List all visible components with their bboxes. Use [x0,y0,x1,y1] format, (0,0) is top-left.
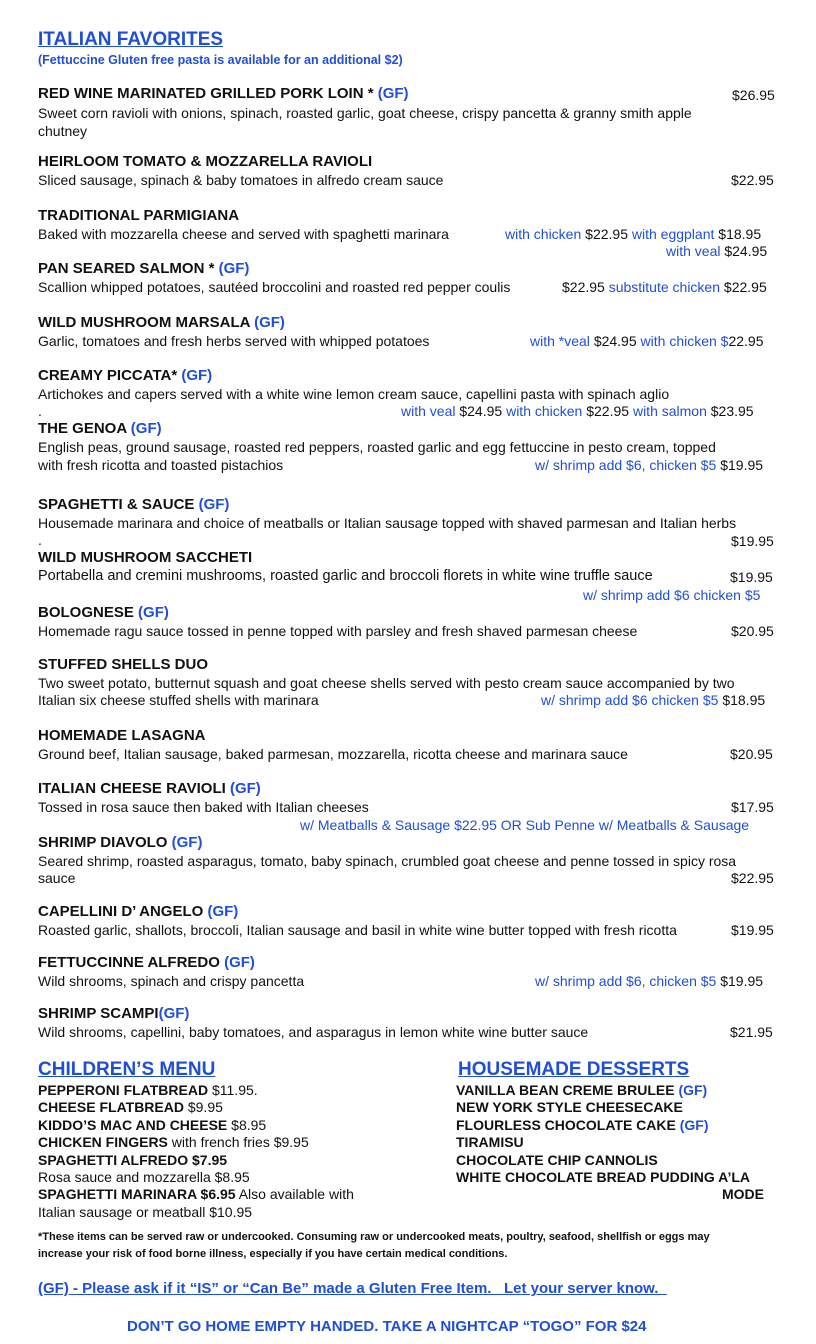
item-desc-parmigiana: Baked with mozzarella cheese and served with spaghetti marinara [38,226,449,242]
list-item: PEPPERONI FLATBREAD $11.95. [38,1082,258,1098]
item-desc-piccata: Artichokes and capers served with a white wine lemon cream sauce, capellini pasta with spinach aglio [38,386,670,402]
list-item: TIRAMISU [456,1134,524,1151]
item-options-stuffed-shells: w/ shrimp add $6 chicken $5 $18.95 [541,692,766,708]
list-item: NEW YORK STYLE CHEESECAKE [456,1099,683,1116]
item-options-cheese-ravioli: w/ Meatballs & Sausage $22.95 OR Sub Penne w/ Meatballs & Sausage [300,817,750,833]
item-name-bolognese: BOLOGNESE (GF) [38,604,169,621]
item-price-saccheti: $19.95 [730,569,773,585]
list-item: Rosa sauce and mozzarella $8.95 [38,1169,250,1186]
item-desc-cheese-ravioli: Tossed in rosa sauce then baked with Italian cheeses [38,799,369,815]
item-price-heirloom-ravioli: $22.95 [731,172,774,188]
item-dot-piccata: . [38,403,42,419]
item-name-salmon: PAN SEARED SALMON * (GF) [38,260,250,277]
item-desc-shrimp-scampi: Wild shrooms, capellini, baby tomatoes, and asparagus in lemon white wine butter sauce [38,1024,589,1040]
item-name-genoa: THE GENOA (GF) [38,420,162,437]
item-name-shrimp-scampi: SHRIMP SCAMPI(GF) [38,1005,190,1022]
item-price-lasagna: $20.95 [730,746,773,762]
item-desc-genoa-line2: with fresh ricotta and toasted pistachios [38,457,284,473]
item-desc-bolognese: Homemade ragu sauce tossed in penne topped with parsley and fresh shaved parmesan cheese [38,623,638,639]
list-item: SPAGHETTI MARINARA $6.95 Also available with [38,1186,354,1203]
item-name-spaghetti-sauce: SPAGHETTI & SAUCE (GF) [38,496,230,513]
item-desc-pork-loin: Sweet corn ravioli with onions, spinach, roasted garlic, goat cheese, crispy pancetta & granny smith apple chutney [38,105,692,139]
item-name-stuffed-shells: STUFFED SHELLS DUO [38,656,209,673]
list-item: FLOURLESS CHOCOLATE CAKE (GF) [456,1116,709,1133]
list-item: CHEESE FLATBREAD $9.95 [38,1099,223,1116]
item-desc-salmon: Scallion whipped potatoes, sautéed broccolini and roasted red pepper coulis [38,279,511,295]
item-options-genoa: w/ shrimp add $6, chicken $5 $19.95 [535,457,764,473]
item-name-fettuccinne-alfredo: FETTUCCINNE ALFREDO (GF) [38,954,255,971]
item-desc-spaghetti-sauce: Housemade marinara and choice of meatballs or Italian sausage topped with shaved parmesan and Italian herbs [38,515,737,531]
item-desc-stuffed-shells-line2: Italian six cheese stuffed shells with marinara [38,692,319,708]
item-desc-genoa-line1: English peas, ground sausage, roasted red peppers, roasted garlic and egg fettuccine in pesto cream, topped [38,439,716,455]
gluten-free-pasta-note: (Fettuccine Gluten free pasta is available for an additional $2) [38,53,403,67]
list-item: CHICKEN FINGERS with french fries $9.95 [38,1134,309,1151]
list-item: WHITE CHOCOLATE BREAD PUDDING A’LA [456,1169,750,1186]
item-options-parmigiana: with chicken $22.95 with eggplant $18.95 [505,226,762,242]
item-price-bolognese: $20.95 [731,623,774,639]
item-name-marsala: WILD MUSHROOM MARSALA (GF) [38,314,285,331]
item-options-fettuccinne-alfredo: w/ shrimp add $6, chicken $5 $19.95 [535,973,764,989]
item-name-parmigiana: TRADITIONAL PARMIGIANA [38,207,240,224]
childrens-menu-list [38,1082,354,1221]
item-price-capellini: $19.95 [731,922,774,938]
item-options-piccata: with veal $24.95 with chicken $22.95 with salmon $23.95 [401,403,754,419]
item-name-diavolo: SHRIMP DIAVOLO (GF) [38,834,203,851]
gluten-free-notice: (GF) - Please ask if it “IS” or “Can Be” made a Gluten Free Item. Let your server know. [38,1280,667,1297]
item-desc-diavolo-line2: sauce [38,870,76,886]
item-options-marsala: with *veal $24.95 with chicken $22.95 [530,333,764,349]
item-desc-diavolo-line1: Seared shrimp, roasted asparagus, tomato, baby spinach, crumbled goat cheese and penne tossed in spicy rosa [38,853,737,869]
list-item: KIDDO’S MAC AND CHEESE $8.95 [38,1116,267,1133]
item-options-saccheti: w/ shrimp add $6 chicken $5 [583,587,761,603]
item-price-shrimp-scampi: $21.95 [730,1024,773,1040]
item-name-piccata: CREAMY PICCATA* (GF) [38,367,213,384]
item-desc-stuffed-shells-line1: Two sweet potato, butternut squash and goat cheese shells served with pesto cream sauce accompanied by two [38,675,735,691]
item-dot-spaghetti-sauce: . [38,532,42,548]
item-desc-capellini: Roasted garlic, shallots, broccoli, Italian sausage and basil in white wine butter topped with fresh ricotta [38,922,677,938]
item-name-cheese-ravioli: ITALIAN CHEESE RAVIOLI (GF) [38,780,261,797]
item-price-spaghetti-sauce: $19.95 [731,533,774,549]
item-options-salmon: $22.95 substitute chicken $22.95 [562,279,767,295]
list-item: Italian sausage or meatball $10.95 [38,1203,253,1220]
item-price-pork-loin: $26.95 [732,87,775,103]
item-name-saccheti: WILD MUSHROOM SACCHETI [38,549,253,566]
item-name-lasagna: HOMEMADE LASAGNA [38,727,206,744]
list-item: SPAGHETTI ALFREDO $7.95 [38,1151,228,1168]
childrens-menu-title: CHILDREN’S MENU [38,1059,216,1080]
desserts-list [456,1082,764,1204]
item-desc-fettuccinne-alfredo: Wild shrooms, spinach and crispy pancetta [38,973,305,989]
item-name-pork-loin: RED WINE MARINATED GRILLED PORK LOIN * (GF) [38,85,409,102]
raw-food-warning-line2: increase your risk of food borne illness, especially if you have certain medical conditions. [38,1248,508,1260]
item-option-veal-parmigiana: with veal $24.95 [666,243,768,259]
item-name-heirloom-ravioli: HEIRLOOM TOMATO & MOZZARELLA RAVIOLI [38,153,373,170]
list-item: CHOCOLATE CHIP CANNOLIS [456,1151,658,1168]
item-desc-marsala: Garlic, tomatoes and fresh herbs served with whipped potatoes [38,333,430,349]
item-desc-saccheti: Portabella and cremini mushrooms, roasted garlic and broccoli florets in white wine truffle sauce [38,568,653,584]
item-name-capellini: CAPELLINI D’ ANGELO (GF) [38,903,239,920]
item-desc-heirloom-ravioli: Sliced sausage, spinach & baby tomatoes in alfredo cream sauce [38,172,444,188]
list-item: VANILLA BEAN CREME BRULEE (GF) [456,1082,708,1098]
item-price-diavolo: $22.95 [731,870,774,886]
page-title: ITALIAN FAVORITES [38,29,224,50]
item-price-cheese-ravioli: $17.95 [731,799,774,815]
desserts-title: HOUSEMADE DESSERTS [458,1059,690,1080]
nightcap-promo: DON’T GO HOME EMPTY HANDED. TAKE A NIGHTCAP “TOGO” FOR $24 [127,1318,647,1335]
raw-food-warning-line1: *These items can be served raw or undercooked. Consuming raw or undercooked meats, poultry, seafood, shellfish or eggs may [38,1231,710,1243]
list-item: MODE [722,1186,764,1203]
item-desc-lasagna: Ground beef, Italian sausage, baked parmesan, mozzarella, ricotta cheese and marinara sauce [38,746,628,762]
